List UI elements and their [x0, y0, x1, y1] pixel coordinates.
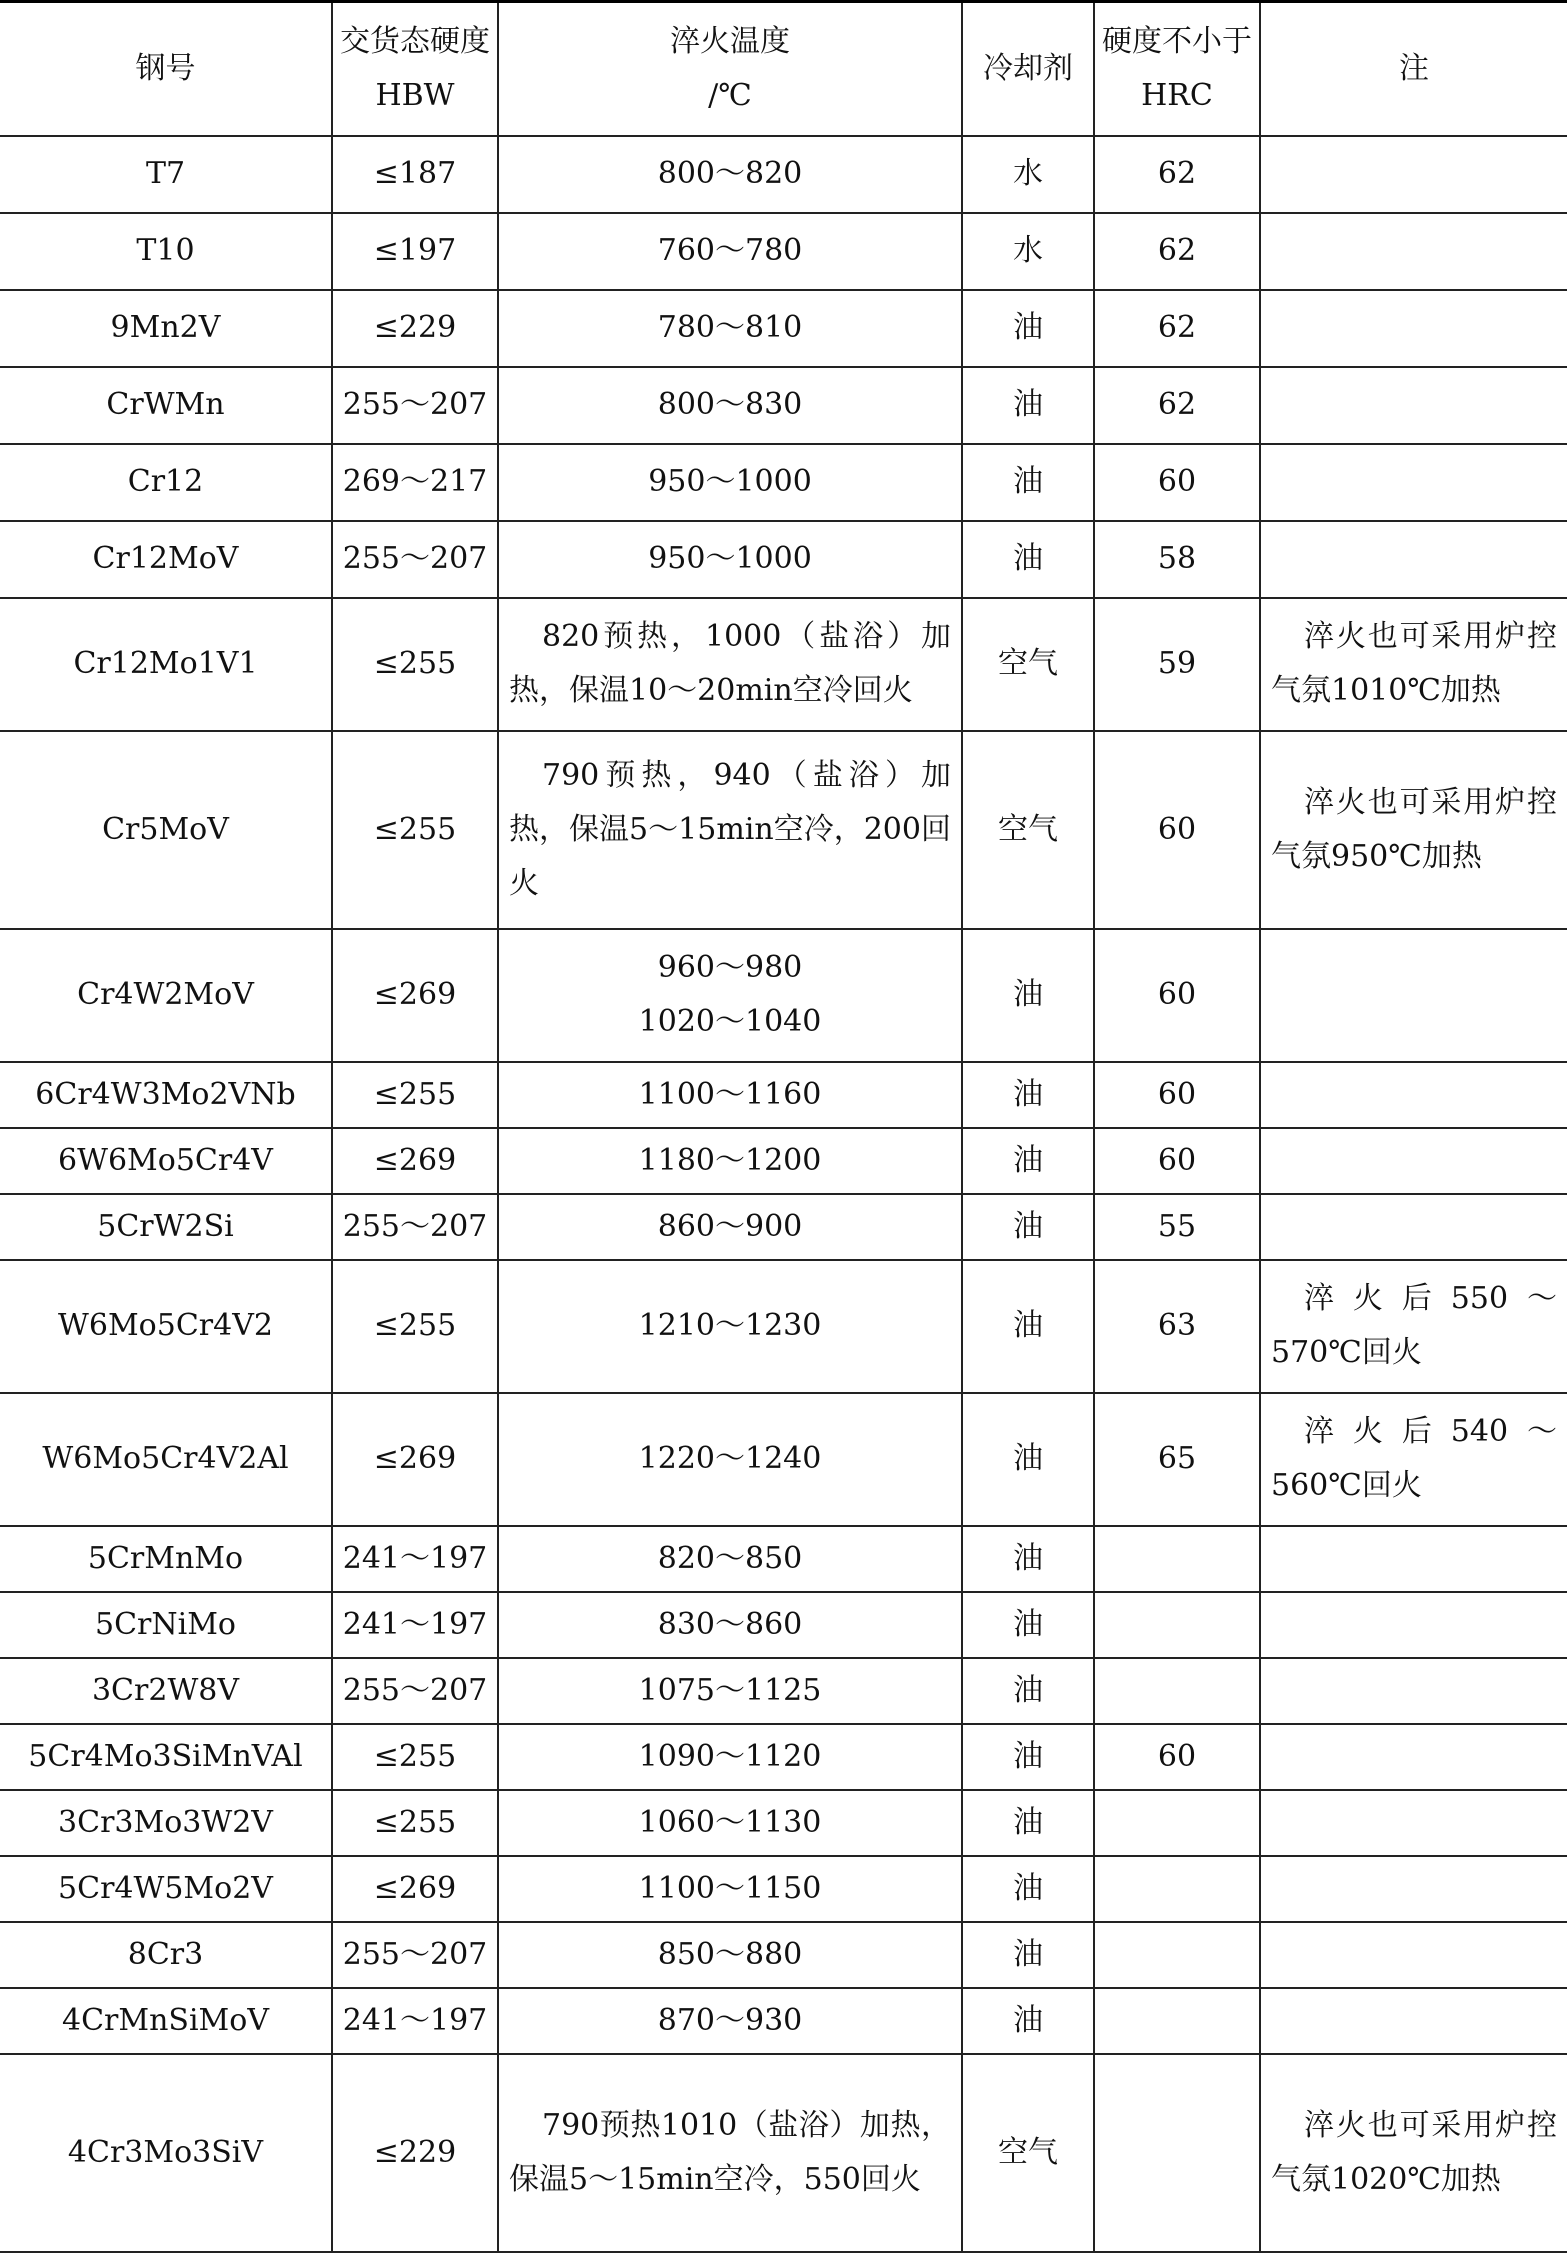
cell-coolant: 空气 — [962, 731, 1094, 929]
cell-hbw: 255～207 — [332, 521, 498, 598]
cell-note — [1260, 444, 1567, 521]
cell-note — [1260, 1988, 1567, 2054]
cell-grade: 5CrNiMo — [0, 1592, 332, 1658]
cell-hrc: 60 — [1094, 1724, 1260, 1790]
cell-coolant: 油 — [962, 521, 1094, 598]
cell-coolant: 油 — [962, 367, 1094, 444]
cell-quench: 1075～1125 — [498, 1658, 962, 1724]
cell-note: 淬火也可采用炉控气氛950℃加热 — [1260, 731, 1567, 929]
cell-grade: T7 — [0, 136, 332, 213]
cell-quench: 870～930 — [498, 1988, 962, 2054]
cell-hrc: 60 — [1094, 731, 1260, 929]
cell-coolant: 油 — [962, 1592, 1094, 1658]
cell-hbw: ≤255 — [332, 1062, 498, 1128]
cell-hrc: 55 — [1094, 1194, 1260, 1260]
cell-quench-line2: 1020～1040 — [638, 1004, 822, 1039]
cell-hbw: 241～197 — [332, 1592, 498, 1658]
header-quench-line1: 淬火温度 — [670, 23, 790, 59]
cell-hrc — [1094, 2054, 1260, 2252]
cell-hbw: ≤269 — [332, 1128, 498, 1194]
cell-note: 淬火也可采用炉控气氛1020℃加热 — [1260, 2054, 1567, 2252]
cell-coolant: 空气 — [962, 2054, 1094, 2252]
cell-grade: 5CrW2Si — [0, 1194, 332, 1260]
cell-hbw: ≤255 — [332, 1790, 498, 1856]
cell-note — [1260, 1062, 1567, 1128]
table-row — [0, 136, 1567, 213]
table-row — [0, 444, 1567, 521]
cell-hrc: 60 — [1094, 1062, 1260, 1128]
cell-note — [1260, 1194, 1567, 1260]
cell-quench: 800～820 — [498, 136, 962, 213]
table-row — [0, 1393, 1567, 1526]
cell-coolant: 油 — [962, 1724, 1094, 1790]
header-quench-line2: /℃ — [708, 77, 752, 113]
header-hbw-line2: HBW — [375, 77, 455, 113]
table-row — [0, 367, 1567, 444]
cell-quench: 950～1000 — [498, 521, 962, 598]
table-row — [0, 1658, 1567, 1724]
cell-hbw: 241～197 — [332, 1988, 498, 2054]
header-quench — [498, 2, 962, 136]
cell-grade: Cr5MoV — [0, 731, 332, 929]
cell-quench: 860～900 — [498, 1194, 962, 1260]
cell-coolant: 油 — [962, 1790, 1094, 1856]
cell-hrc: 62 — [1094, 290, 1260, 367]
cell-hbw: 255～207 — [332, 1194, 498, 1260]
cell-coolant: 油 — [962, 1260, 1094, 1393]
cell-hrc — [1094, 1790, 1260, 1856]
cell-note — [1260, 1856, 1567, 1922]
table-row — [0, 2054, 1567, 2252]
cell-hbw: 255～207 — [332, 1658, 498, 1724]
table-row — [0, 1922, 1567, 1988]
cell-grade: 3Cr2W8V — [0, 1658, 332, 1724]
cell-coolant: 油 — [962, 929, 1094, 1062]
cell-note — [1260, 367, 1567, 444]
cell-coolant: 油 — [962, 1922, 1094, 1988]
header-hrc-line1: 硬度不小于 — [1102, 23, 1252, 59]
cell-quench — [498, 929, 962, 1062]
cell-grade: 9Mn2V — [0, 290, 332, 367]
cell-quench: 800～830 — [498, 367, 962, 444]
cell-hbw: 255～207 — [332, 367, 498, 444]
table-row — [0, 1062, 1567, 1128]
cell-hbw: ≤197 — [332, 213, 498, 290]
cell-quench: 780～810 — [498, 290, 962, 367]
cell-quench: 760～780 — [498, 213, 962, 290]
table-row — [0, 598, 1567, 731]
cell-hrc — [1094, 1988, 1260, 2054]
table-row — [0, 290, 1567, 367]
table-row — [0, 1526, 1567, 1592]
cell-grade: Cr12Mo1V1 — [0, 598, 332, 731]
header-hrc — [1094, 2, 1260, 136]
cell-note — [1260, 1592, 1567, 1658]
cell-hbw: ≤269 — [332, 1393, 498, 1526]
cell-grade: 4CrMnSiMoV — [0, 1988, 332, 2054]
cell-hrc: 60 — [1094, 1128, 1260, 1194]
cell-grade: 3Cr3Mo3W2V — [0, 1790, 332, 1856]
cell-note — [1260, 290, 1567, 367]
cell-hbw: ≤229 — [332, 290, 498, 367]
cell-note — [1260, 1526, 1567, 1592]
cell-coolant: 油 — [962, 1658, 1094, 1724]
cell-grade: 8Cr3 — [0, 1922, 332, 1988]
cell-hbw: 255～207 — [332, 1922, 498, 1988]
cell-hrc: 60 — [1094, 929, 1260, 1062]
cell-note: 淬火也可采用炉控气氛1010℃加热 — [1260, 598, 1567, 731]
cell-hrc: 58 — [1094, 521, 1260, 598]
cell-hbw: ≤255 — [332, 598, 498, 731]
cell-coolant: 油 — [962, 1194, 1094, 1260]
cell-coolant: 油 — [962, 1393, 1094, 1526]
cell-hrc — [1094, 1526, 1260, 1592]
cell-grade: T10 — [0, 213, 332, 290]
cell-quench-line1: 960～980 — [657, 950, 803, 985]
cell-coolant: 水 — [962, 136, 1094, 213]
cell-hbw: ≤255 — [332, 1260, 498, 1393]
cell-hrc — [1094, 1922, 1260, 1988]
table-row — [0, 1128, 1567, 1194]
cell-coolant: 油 — [962, 1128, 1094, 1194]
cell-hbw: ≤187 — [332, 136, 498, 213]
cell-grade: 4Cr3Mo3SiV — [0, 2054, 332, 2252]
header-coolant: 冷却剂 — [962, 2, 1094, 136]
cell-grade: Cr12MoV — [0, 521, 332, 598]
cell-quench: 850～880 — [498, 1922, 962, 1988]
cell-coolant: 油 — [962, 1526, 1094, 1592]
cell-hrc — [1094, 1592, 1260, 1658]
cell-grade: W6Mo5Cr4V2 — [0, 1260, 332, 1393]
cell-quench: 1220～1240 — [498, 1393, 962, 1526]
cell-note — [1260, 929, 1567, 1062]
table-row — [0, 929, 1567, 1062]
cell-hrc: 63 — [1094, 1260, 1260, 1393]
cell-coolant: 油 — [962, 1856, 1094, 1922]
cell-note — [1260, 1128, 1567, 1194]
table-row — [0, 731, 1567, 929]
cell-note — [1260, 1790, 1567, 1856]
cell-hrc: 62 — [1094, 136, 1260, 213]
cell-quench: 950～1000 — [498, 444, 962, 521]
table-row — [0, 1988, 1567, 2054]
cell-quench: 1100～1150 — [498, 1856, 962, 1922]
table-row — [0, 213, 1567, 290]
table-row — [0, 1592, 1567, 1658]
header-note: 注 — [1260, 2, 1567, 136]
table-row — [0, 1724, 1567, 1790]
cell-hbw: ≤255 — [332, 731, 498, 929]
cell-grade: 6Cr4W3Mo2VNb — [0, 1062, 332, 1128]
cell-quench: 820预热，1000（盐浴）加热，保温10～20min空冷回火 — [498, 598, 962, 731]
cell-grade: 5Cr4W5Mo2V — [0, 1856, 332, 1922]
cell-quench: 790预热1010（盐浴）加热，保温5～15min空冷，550回火 — [498, 2054, 962, 2252]
header-row — [0, 2, 1567, 136]
cell-coolant: 油 — [962, 1988, 1094, 2054]
cell-note — [1260, 213, 1567, 290]
cell-grade: Cr4W2MoV — [0, 929, 332, 1062]
cell-coolant: 油 — [962, 1062, 1094, 1128]
cell-note: 淬火后550～570℃回火 — [1260, 1260, 1567, 1393]
cell-note — [1260, 1922, 1567, 1988]
cell-note — [1260, 1658, 1567, 1724]
cell-note — [1260, 136, 1567, 213]
cell-hrc: 62 — [1094, 367, 1260, 444]
cell-hrc: 62 — [1094, 213, 1260, 290]
cell-hbw: 241～197 — [332, 1526, 498, 1592]
cell-quench: 1210～1230 — [498, 1260, 962, 1393]
cell-quench: 1180～1200 — [498, 1128, 962, 1194]
cell-hrc — [1094, 1658, 1260, 1724]
cell-hrc: 59 — [1094, 598, 1260, 731]
cell-hbw: ≤269 — [332, 929, 498, 1062]
cell-hrc: 60 — [1094, 444, 1260, 521]
cell-hrc: 65 — [1094, 1393, 1260, 1526]
cell-coolant: 油 — [962, 290, 1094, 367]
table-row — [0, 1856, 1567, 1922]
cell-hrc — [1094, 1856, 1260, 1922]
header-grade: 钢号 — [0, 2, 332, 136]
header-hbw-line1: 交货态硬度 — [340, 23, 490, 59]
table-row — [0, 521, 1567, 598]
table-row — [0, 1260, 1567, 1393]
cell-grade: 5CrMnMo — [0, 1526, 332, 1592]
cell-quench: 1060～1130 — [498, 1790, 962, 1856]
cell-grade: 6W6Mo5Cr4V — [0, 1128, 332, 1194]
cell-quench: 820～850 — [498, 1526, 962, 1592]
cell-note: 淬火后540～560℃回火 — [1260, 1393, 1567, 1526]
cell-grade: Cr12 — [0, 444, 332, 521]
cell-grade: CrWMn — [0, 367, 332, 444]
cell-grade: W6Mo5Cr4V2Al — [0, 1393, 332, 1526]
cell-hbw: ≤255 — [332, 1724, 498, 1790]
cell-grade: 5Cr4Mo3SiMnVAl — [0, 1724, 332, 1790]
cell-quench: 830～860 — [498, 1592, 962, 1658]
cell-hbw: ≤229 — [332, 2054, 498, 2252]
cell-quench: 1090～1120 — [498, 1724, 962, 1790]
cell-quench: 1100～1160 — [498, 1062, 962, 1128]
table-row — [0, 1790, 1567, 1856]
cell-hbw: 269～217 — [332, 444, 498, 521]
cell-coolant: 空气 — [962, 598, 1094, 731]
table-row — [0, 1194, 1567, 1260]
cell-coolant: 水 — [962, 213, 1094, 290]
cell-hbw: ≤269 — [332, 1856, 498, 1922]
cell-note — [1260, 521, 1567, 598]
header-hbw — [332, 2, 498, 136]
cell-coolant: 油 — [962, 444, 1094, 521]
cell-quench: 790预热，940（盐浴）加热，保温5～15min空冷，200回火 — [498, 731, 962, 929]
header-hrc-line2: HRC — [1141, 77, 1213, 113]
cell-note — [1260, 1724, 1567, 1790]
